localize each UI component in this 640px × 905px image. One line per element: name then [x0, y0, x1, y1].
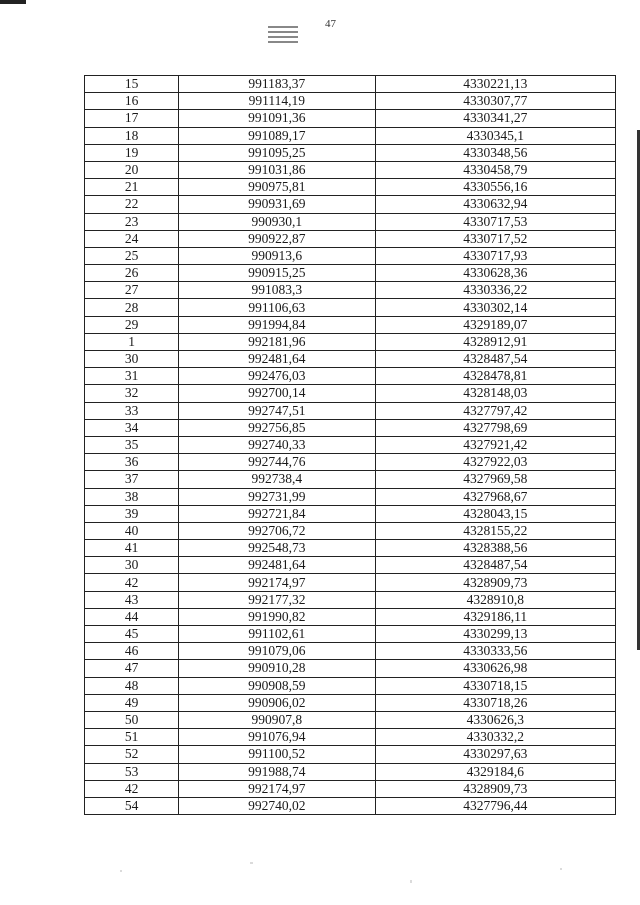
table-row — [85, 196, 616, 213]
y-coordinate-cell: 4327798,69 — [375, 419, 615, 436]
point-number-cell: 26 — [85, 265, 179, 282]
x-coordinate-cell: 992174,97 — [179, 780, 375, 797]
y-coordinate-cell: 4330333,56 — [375, 643, 615, 660]
point-number-cell: 16 — [85, 93, 179, 110]
x-coordinate-cell: 991091,36 — [179, 110, 375, 127]
table-row — [85, 746, 616, 763]
point-number-cell: 32 — [85, 385, 179, 402]
y-coordinate-cell: 4327922,03 — [375, 454, 615, 471]
point-number-cell: 43 — [85, 591, 179, 608]
y-coordinate-cell: 4328388,56 — [375, 540, 615, 557]
table-row — [85, 711, 616, 728]
point-number-cell: 50 — [85, 711, 179, 728]
table-row — [85, 213, 616, 230]
y-coordinate-cell: 4327921,42 — [375, 436, 615, 453]
page-number: 47 — [325, 18, 336, 30]
table-row — [85, 127, 616, 144]
table-row — [85, 471, 616, 488]
table-row — [85, 385, 616, 402]
x-coordinate-cell: 992177,32 — [179, 591, 375, 608]
table-row — [85, 557, 616, 574]
y-coordinate-cell: 4330717,53 — [375, 213, 615, 230]
point-number-cell: 47 — [85, 660, 179, 677]
y-coordinate-cell: 4330718,15 — [375, 677, 615, 694]
y-coordinate-cell: 4328909,73 — [375, 574, 615, 591]
y-coordinate-cell: 4330299,13 — [375, 626, 615, 643]
x-coordinate-cell: 991114,19 — [179, 93, 375, 110]
table-row — [85, 643, 616, 660]
table-row — [85, 419, 616, 436]
table-row — [85, 93, 616, 110]
y-coordinate-cell: 4329184,6 — [375, 763, 615, 780]
y-coordinate-cell: 4330718,26 — [375, 694, 615, 711]
x-coordinate-cell: 990913,6 — [179, 247, 375, 264]
y-coordinate-cell: 4328487,54 — [375, 557, 615, 574]
x-coordinate-cell: 992181,96 — [179, 333, 375, 350]
point-number-cell: 33 — [85, 402, 179, 419]
table-row — [85, 282, 616, 299]
y-coordinate-cell: 4328909,73 — [375, 780, 615, 797]
point-number-cell: 49 — [85, 694, 179, 711]
y-coordinate-cell: 4330302,14 — [375, 299, 615, 316]
table-row — [85, 729, 616, 746]
point-number-cell: 37 — [85, 471, 179, 488]
x-coordinate-cell: 990931,69 — [179, 196, 375, 213]
y-coordinate-cell: 4330717,52 — [375, 230, 615, 247]
x-coordinate-cell: 991076,94 — [179, 729, 375, 746]
table-row — [85, 333, 616, 350]
x-coordinate-cell: 992740,02 — [179, 797, 375, 814]
point-number-cell: 24 — [85, 230, 179, 247]
y-coordinate-cell: 4330307,77 — [375, 93, 615, 110]
y-coordinate-cell: 4329189,07 — [375, 316, 615, 333]
y-coordinate-cell: 4330341,27 — [375, 110, 615, 127]
y-coordinate-cell: 4330556,16 — [375, 179, 615, 196]
x-coordinate-cell: 991106,63 — [179, 299, 375, 316]
y-coordinate-cell: 4328148,03 — [375, 385, 615, 402]
point-number-cell: 44 — [85, 608, 179, 625]
table-row — [85, 402, 616, 419]
table-row — [85, 179, 616, 196]
y-coordinate-cell: 4327968,67 — [375, 488, 615, 505]
point-number-cell: 23 — [85, 213, 179, 230]
point-number-cell: 40 — [85, 522, 179, 539]
x-coordinate-cell: 992738,4 — [179, 471, 375, 488]
table-row — [85, 436, 616, 453]
scan-speck — [560, 868, 562, 870]
x-coordinate-cell: 991083,3 — [179, 282, 375, 299]
table-row — [85, 247, 616, 264]
point-number-cell: 38 — [85, 488, 179, 505]
y-coordinate-cell: 4328487,54 — [375, 351, 615, 368]
x-coordinate-cell: 992700,14 — [179, 385, 375, 402]
x-coordinate-cell: 990915,25 — [179, 265, 375, 282]
x-coordinate-cell: 992731,99 — [179, 488, 375, 505]
y-coordinate-cell: 4330332,2 — [375, 729, 615, 746]
y-coordinate-cell: 4330297,63 — [375, 746, 615, 763]
y-coordinate-cell: 4330628,36 — [375, 265, 615, 282]
point-number-cell: 22 — [85, 196, 179, 213]
point-number-cell: 52 — [85, 746, 179, 763]
point-number-cell: 39 — [85, 505, 179, 522]
x-coordinate-cell: 990908,59 — [179, 677, 375, 694]
x-coordinate-cell: 991031,86 — [179, 161, 375, 178]
point-number-cell: 48 — [85, 677, 179, 694]
table-row — [85, 591, 616, 608]
point-number-cell: 30 — [85, 351, 179, 368]
table-row — [85, 626, 616, 643]
point-number-cell: 42 — [85, 780, 179, 797]
x-coordinate-cell: 991079,06 — [179, 643, 375, 660]
y-coordinate-cell: 4327969,58 — [375, 471, 615, 488]
y-coordinate-cell: 4330336,22 — [375, 282, 615, 299]
point-number-cell: 18 — [85, 127, 179, 144]
coordinates-table — [84, 75, 616, 815]
point-number-cell: 41 — [85, 540, 179, 557]
point-number-cell: 17 — [85, 110, 179, 127]
stamp-mark — [268, 26, 298, 48]
y-coordinate-cell: 4328155,22 — [375, 522, 615, 539]
y-coordinate-cell: 4327796,44 — [375, 797, 615, 814]
table-row — [85, 574, 616, 591]
y-coordinate-cell: 4328478,81 — [375, 368, 615, 385]
point-number-cell: 20 — [85, 161, 179, 178]
table-row — [85, 144, 616, 161]
x-coordinate-cell: 992747,51 — [179, 402, 375, 419]
scan-speck — [410, 880, 412, 883]
table-row — [85, 299, 616, 316]
x-coordinate-cell: 992481,64 — [179, 557, 375, 574]
y-coordinate-cell: 4330221,13 — [375, 76, 615, 93]
table-row — [85, 660, 616, 677]
point-number-cell: 53 — [85, 763, 179, 780]
point-number-cell: 36 — [85, 454, 179, 471]
table-row — [85, 488, 616, 505]
x-coordinate-cell: 991089,17 — [179, 127, 375, 144]
table-row — [85, 316, 616, 333]
x-coordinate-cell: 992721,84 — [179, 505, 375, 522]
y-coordinate-cell: 4330632,94 — [375, 196, 615, 213]
x-coordinate-cell: 992481,64 — [179, 351, 375, 368]
point-number-cell: 42 — [85, 574, 179, 591]
x-coordinate-cell: 991994,84 — [179, 316, 375, 333]
y-coordinate-cell: 4328910,8 — [375, 591, 615, 608]
table-row — [85, 161, 616, 178]
table-row — [85, 230, 616, 247]
table-row — [85, 677, 616, 694]
y-coordinate-cell: 4330458,79 — [375, 161, 615, 178]
y-coordinate-cell: 4328912,91 — [375, 333, 615, 350]
x-coordinate-cell: 990906,02 — [179, 694, 375, 711]
point-number-cell: 15 — [85, 76, 179, 93]
table-row — [85, 351, 616, 368]
point-number-cell: 29 — [85, 316, 179, 333]
x-coordinate-cell: 990910,28 — [179, 660, 375, 677]
y-coordinate-cell: 4330626,3 — [375, 711, 615, 728]
y-coordinate-cell: 4329186,11 — [375, 608, 615, 625]
point-number-cell: 1 — [85, 333, 179, 350]
table-row — [85, 540, 616, 557]
scan-speck — [250, 862, 253, 864]
x-coordinate-cell: 992744,76 — [179, 454, 375, 471]
x-coordinate-cell: 990922,87 — [179, 230, 375, 247]
point-number-cell: 51 — [85, 729, 179, 746]
point-number-cell: 19 — [85, 144, 179, 161]
y-coordinate-cell: 4328043,15 — [375, 505, 615, 522]
table-row — [85, 76, 616, 93]
x-coordinate-cell: 991988,74 — [179, 763, 375, 780]
table-row — [85, 265, 616, 282]
point-number-cell: 28 — [85, 299, 179, 316]
x-coordinate-cell: 992548,73 — [179, 540, 375, 557]
x-coordinate-cell: 992476,03 — [179, 368, 375, 385]
point-number-cell: 34 — [85, 419, 179, 436]
point-number-cell: 45 — [85, 626, 179, 643]
point-number-cell: 21 — [85, 179, 179, 196]
table-row — [85, 763, 616, 780]
x-coordinate-cell: 990907,8 — [179, 711, 375, 728]
x-coordinate-cell: 992756,85 — [179, 419, 375, 436]
y-coordinate-cell: 4327797,42 — [375, 402, 615, 419]
coordinates-table-body — [85, 76, 616, 815]
point-number-cell: 30 — [85, 557, 179, 574]
point-number-cell: 35 — [85, 436, 179, 453]
scan-edge-left — [0, 0, 26, 4]
point-number-cell: 54 — [85, 797, 179, 814]
x-coordinate-cell: 991990,82 — [179, 608, 375, 625]
table-row — [85, 368, 616, 385]
point-number-cell: 27 — [85, 282, 179, 299]
table-row — [85, 694, 616, 711]
table-row — [85, 454, 616, 471]
x-coordinate-cell: 991095,25 — [179, 144, 375, 161]
point-number-cell: 31 — [85, 368, 179, 385]
point-number-cell: 46 — [85, 643, 179, 660]
x-coordinate-cell: 992174,97 — [179, 574, 375, 591]
table-row — [85, 780, 616, 797]
x-coordinate-cell: 991183,37 — [179, 76, 375, 93]
table-row — [85, 522, 616, 539]
x-coordinate-cell: 990975,81 — [179, 179, 375, 196]
table-row — [85, 608, 616, 625]
y-coordinate-cell: 4330626,98 — [375, 660, 615, 677]
y-coordinate-cell: 4330717,93 — [375, 247, 615, 264]
x-coordinate-cell: 990930,1 — [179, 213, 375, 230]
x-coordinate-cell: 992706,72 — [179, 522, 375, 539]
y-coordinate-cell: 4330348,56 — [375, 144, 615, 161]
y-coordinate-cell: 4330345,1 — [375, 127, 615, 144]
table-row — [85, 110, 616, 127]
table-row — [85, 505, 616, 522]
scan-speck — [120, 870, 122, 872]
x-coordinate-cell: 991102,61 — [179, 626, 375, 643]
x-coordinate-cell: 992740,33 — [179, 436, 375, 453]
point-number-cell: 25 — [85, 247, 179, 264]
x-coordinate-cell: 991100,52 — [179, 746, 375, 763]
table-row — [85, 797, 616, 814]
